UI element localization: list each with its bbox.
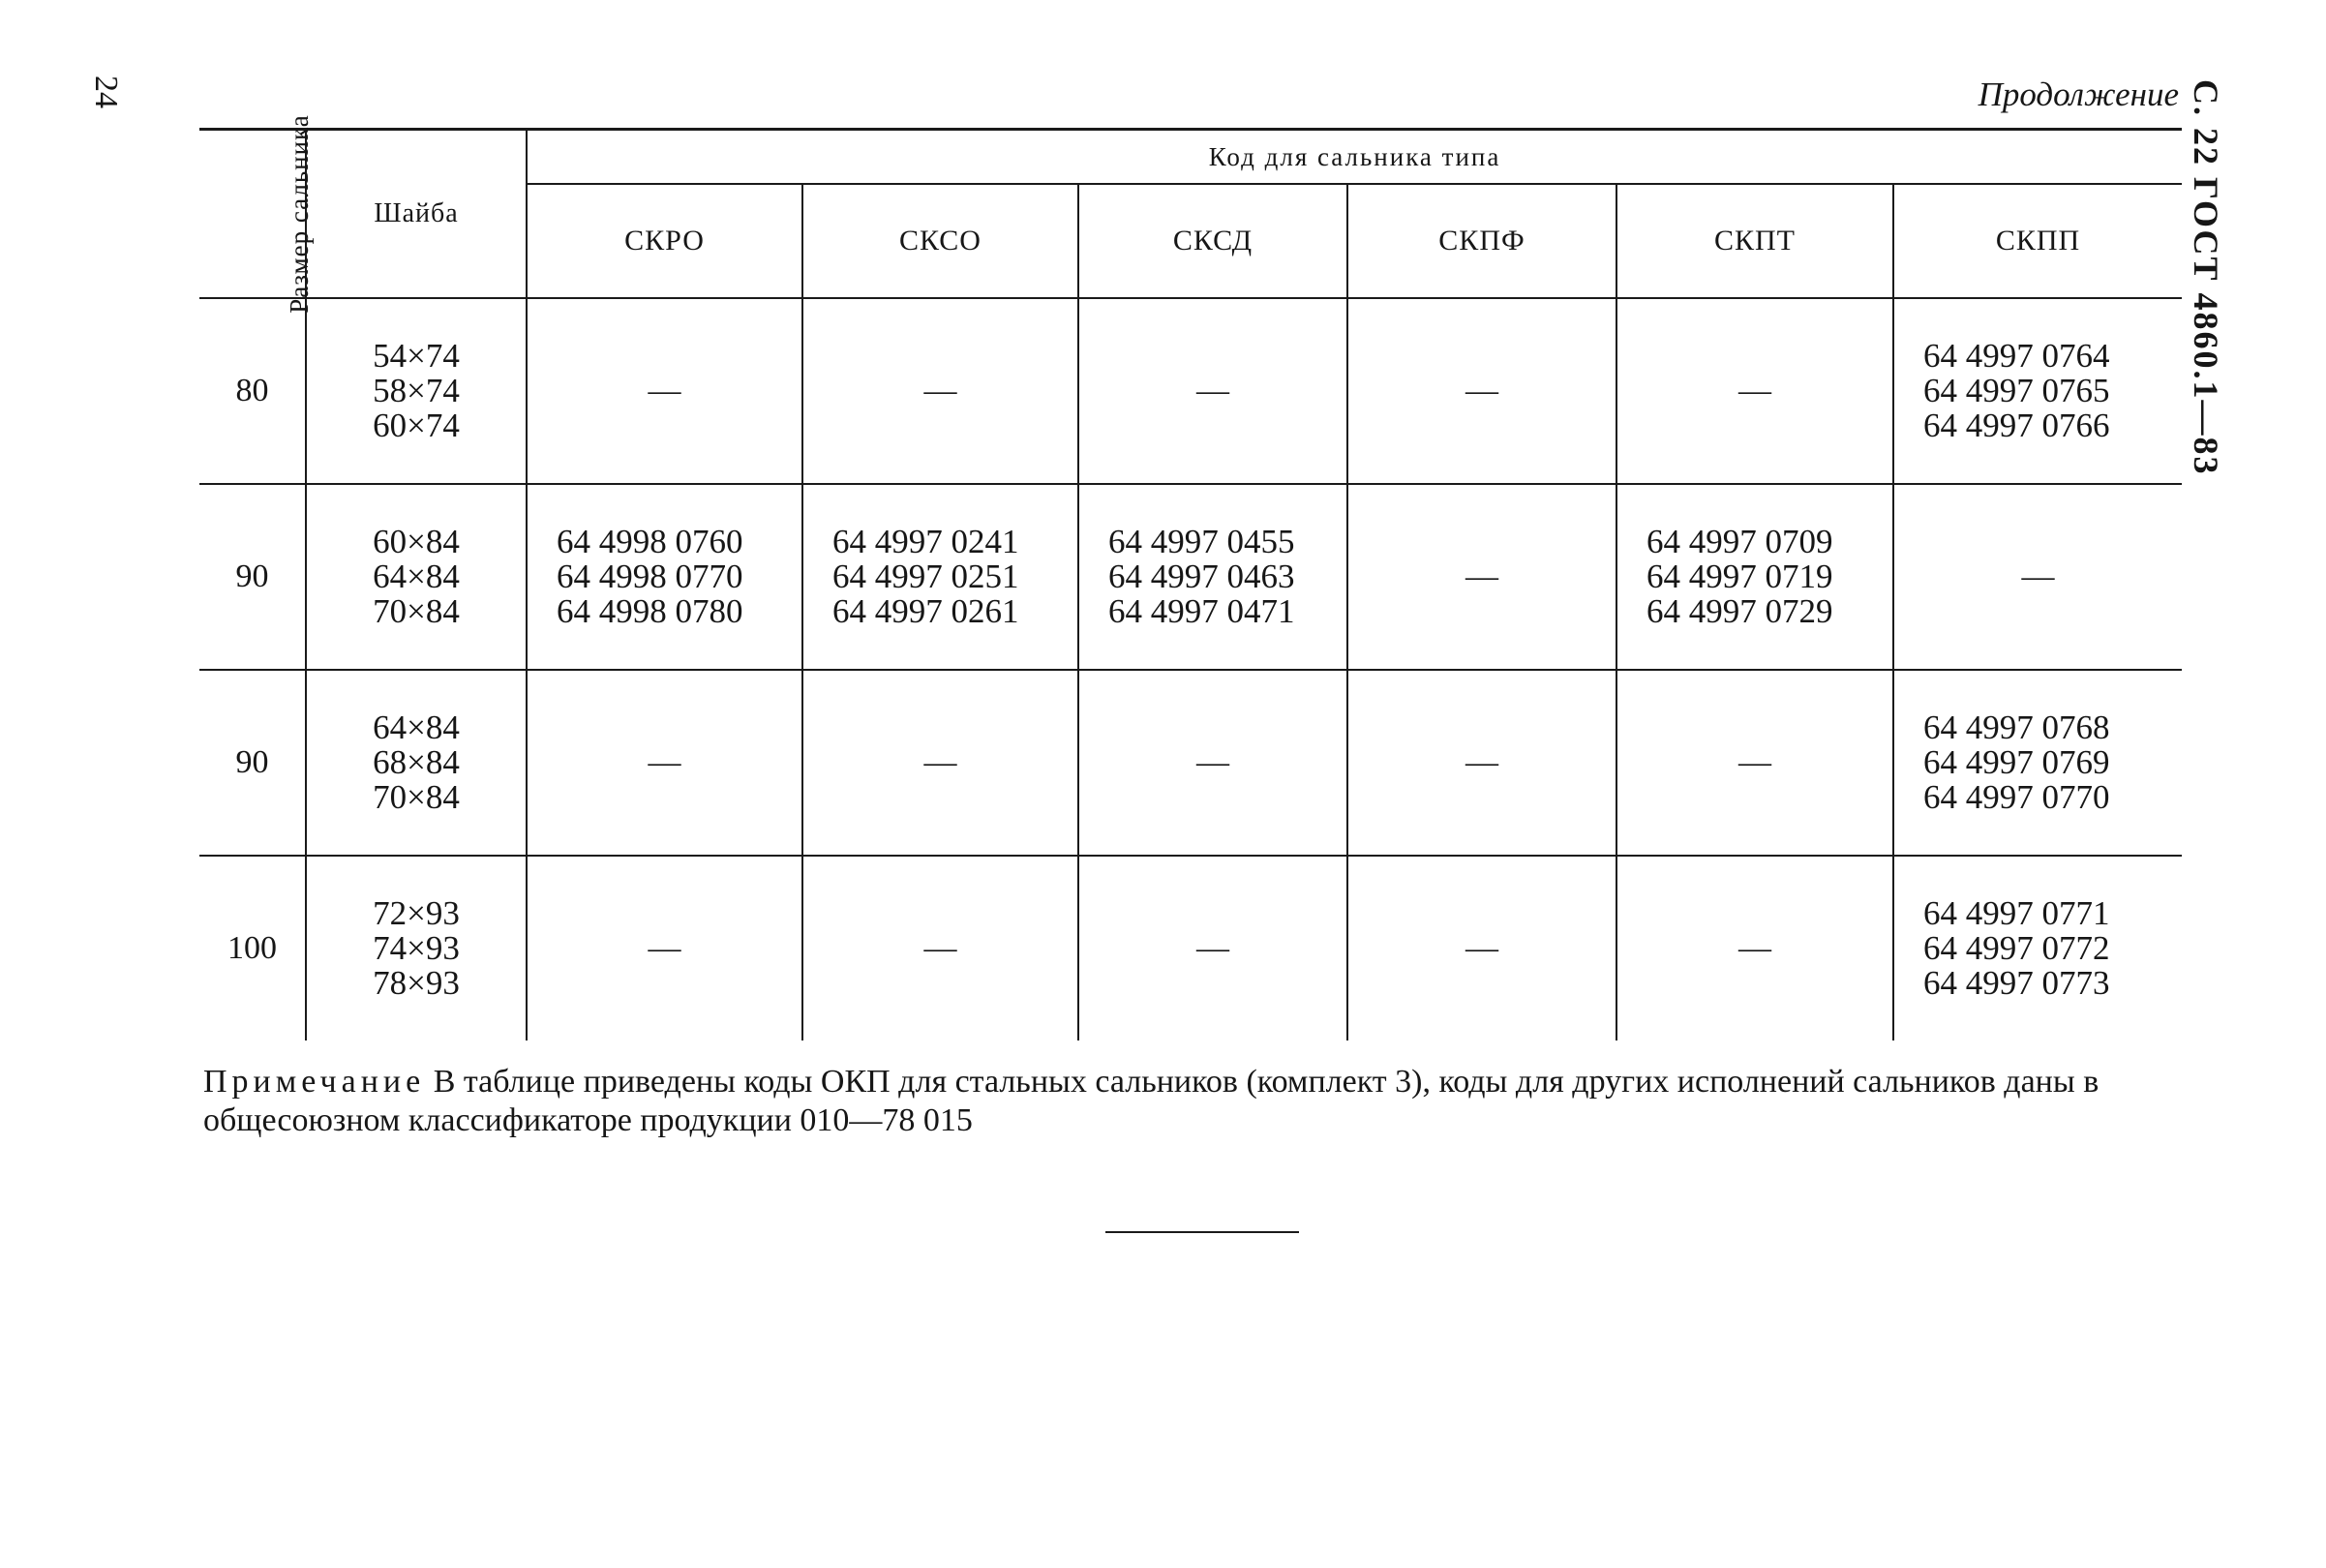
header-washer: Шайба — [306, 130, 527, 299]
okp-code: 64 4997 0471 — [1108, 592, 1295, 630]
code-cell — [802, 484, 1078, 670]
empty-dash: — — [1196, 930, 1229, 966]
okp-code: 64 4998 0780 — [557, 592, 743, 630]
okp-code: 64 4997 0770 — [1923, 778, 2110, 816]
code-cell — [1616, 670, 1893, 856]
header-size — [199, 114, 314, 314]
empty-dash: — — [1738, 373, 1771, 408]
code-cell — [527, 484, 802, 670]
note-text: В таблице приведены коды ОКП для стальных сальников (комплект 3), коды для других исполнений сальников даны в общесоюзном классификаторе продукции 010—78 015 — [203, 1064, 2099, 1138]
table-body — [199, 298, 2182, 1040]
header-code-group: Код для сальника типа — [527, 130, 2182, 185]
code-cell — [527, 298, 802, 484]
code-cell — [1347, 298, 1616, 484]
size-cell: 80 — [199, 298, 306, 484]
empty-dash: — — [1465, 373, 1498, 408]
okp-codes-table — [199, 114, 2182, 1040]
header-size-label: Размер сальника — [284, 114, 314, 314]
washer-size: 60×74 — [373, 407, 460, 444]
continuation-label: Продолжение — [1978, 75, 2179, 113]
okp-code: 64 4997 0455 — [1108, 523, 1295, 560]
okp-code: 64 4997 0463 — [1108, 558, 1295, 595]
code-cell — [802, 856, 1078, 1040]
washer-size: 70×84 — [373, 778, 460, 816]
okp-code: 64 4997 0773 — [1923, 964, 2110, 1002]
washer-size: 72×93 — [373, 894, 460, 932]
size-cell: 100 — [199, 856, 306, 1040]
washer-size: 64×84 — [373, 558, 460, 595]
empty-dash: — — [1465, 744, 1498, 780]
code-cell — [1078, 856, 1347, 1040]
table-row — [199, 856, 2182, 1040]
okp-code: 64 4997 0768 — [1923, 709, 2110, 746]
code-cell — [1893, 484, 2182, 670]
washer-size: 60×84 — [373, 523, 460, 560]
table-row — [199, 484, 2182, 670]
okp-code: 64 4997 0251 — [832, 558, 1019, 595]
washer-size: 68×84 — [373, 743, 460, 781]
washer-cell — [306, 298, 527, 484]
empty-dash: — — [1196, 744, 1229, 780]
okp-code: 64 4997 0709 — [1646, 523, 1833, 560]
empty-dash: — — [648, 373, 681, 408]
code-cell — [802, 670, 1078, 856]
code-cell — [527, 670, 802, 856]
washer-cell — [306, 484, 527, 670]
table-note — [203, 1063, 2188, 1140]
code-cell — [1893, 298, 2182, 484]
empty-dash: — — [1738, 930, 1771, 966]
okp-code: 64 4997 0766 — [1923, 407, 2110, 444]
code-cell — [1893, 670, 2182, 856]
okp-code: 64 4997 0765 — [1923, 372, 2110, 409]
code-cell — [1078, 298, 1347, 484]
okp-code: 64 4997 0261 — [832, 592, 1019, 630]
washer-size: 78×93 — [373, 964, 460, 1002]
okp-code: 64 4997 0769 — [1923, 743, 2110, 781]
washer-size: 64×84 — [373, 709, 460, 746]
empty-dash: — — [648, 930, 681, 966]
empty-dash: — — [923, 373, 957, 408]
okp-code: 64 4997 0719 — [1646, 558, 1833, 595]
header-type-skro: СКРО — [527, 184, 802, 298]
empty-dash: — — [923, 744, 957, 780]
standard-header: С. 22 ГОСТ 4860.1—83 — [2187, 79, 2225, 476]
code-cell — [1616, 484, 1893, 670]
header-type-skpt: СКПТ — [1616, 184, 1893, 298]
okp-code: 64 4998 0770 — [557, 558, 743, 595]
empty-dash: — — [648, 744, 681, 780]
code-cell — [1347, 484, 1616, 670]
okp-code: 64 4997 0772 — [1923, 929, 2110, 967]
code-cell — [1616, 298, 1893, 484]
header-type-skpp: СКПП — [1893, 184, 2182, 298]
washer-size: 54×74 — [373, 337, 460, 375]
size-cell: 90 — [199, 670, 306, 856]
code-cell — [1078, 670, 1347, 856]
okp-code: 64 4997 0764 — [1923, 337, 2110, 375]
code-cell — [1347, 856, 1616, 1040]
size-cell: 90 — [199, 484, 306, 670]
washer-size: 74×93 — [373, 929, 460, 967]
okp-code: 64 4997 0241 — [832, 523, 1019, 560]
okp-code: 64 4998 0760 — [557, 523, 743, 560]
code-cell — [802, 298, 1078, 484]
washer-size: 70×84 — [373, 592, 460, 630]
code-cell — [1616, 856, 1893, 1040]
note-label: Примечание — [203, 1064, 426, 1100]
empty-dash: — — [2021, 558, 2055, 594]
page-number: 24 — [88, 75, 124, 108]
empty-dash: — — [1465, 558, 1498, 594]
table-row — [199, 670, 2182, 856]
header-type-skpf: СКПФ — [1347, 184, 1616, 298]
code-cell — [1893, 856, 2182, 1040]
washer-size: 58×74 — [373, 372, 460, 409]
code-cell — [1078, 484, 1347, 670]
empty-dash: — — [1196, 373, 1229, 408]
okp-code: 64 4997 0729 — [1646, 592, 1833, 630]
washer-cell — [306, 670, 527, 856]
code-cell — [1347, 670, 1616, 856]
table-row — [199, 298, 2182, 484]
end-rule — [1105, 1231, 1299, 1233]
header-type-sksd: СКСД — [1078, 184, 1347, 298]
code-cell — [527, 856, 802, 1040]
header-type-skso: СКСО — [802, 184, 1078, 298]
empty-dash: — — [1465, 930, 1498, 966]
empty-dash: — — [923, 930, 957, 966]
empty-dash: — — [1738, 744, 1771, 780]
washer-cell — [306, 856, 527, 1040]
okp-code: 64 4997 0771 — [1923, 894, 2110, 932]
